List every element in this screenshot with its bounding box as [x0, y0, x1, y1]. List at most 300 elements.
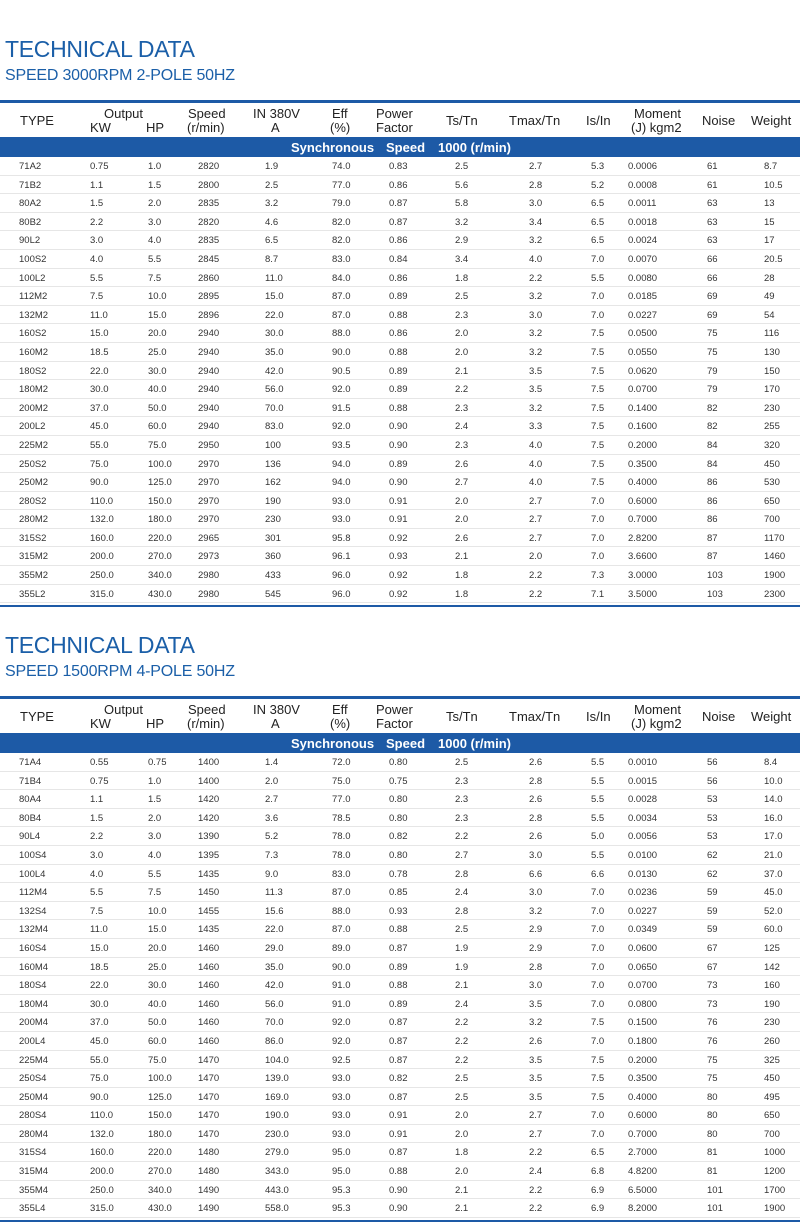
- cell-is-in: 7.5: [591, 365, 605, 377]
- cell-current: 35.0: [265, 346, 284, 358]
- table-row: [0, 790, 800, 809]
- cell-eff: 82.0: [332, 235, 351, 247]
- cell-moment: 0.0008: [628, 179, 658, 191]
- cell-type: 71B2: [19, 179, 42, 191]
- cell-kw: 1.5: [90, 198, 104, 210]
- cell-ts-tn: 2.2: [455, 1054, 469, 1066]
- cell-eff: 95.3: [332, 1184, 351, 1196]
- cell-moment: 0.3500: [628, 458, 658, 470]
- cell-ts-tn: 3.2: [455, 216, 469, 228]
- cell-current: 139.0: [265, 1073, 289, 1085]
- cell-kw: 15.0: [90, 942, 109, 954]
- cell-hp: 1.5: [148, 794, 162, 806]
- cell-noise: 75: [707, 1073, 718, 1085]
- cell-weight: 1000: [764, 1147, 786, 1159]
- cell-type: 280M2: [19, 514, 49, 526]
- cell-weight: 52.0: [764, 905, 783, 917]
- col-speed-unit: (r/min): [187, 716, 225, 731]
- cell-weight: 2300: [764, 588, 786, 600]
- cell-weight: 1170: [764, 532, 785, 544]
- col-eff-unit: (%): [330, 716, 351, 731]
- cell-current: 2.5: [265, 179, 279, 191]
- cell-eff: 95.8: [332, 532, 351, 544]
- cell-noise: 53: [707, 794, 718, 806]
- cell-is-in: 7.0: [591, 998, 605, 1010]
- cell-type: 160S4: [19, 942, 47, 954]
- cell-power-factor: 0.91: [389, 1128, 408, 1140]
- cell-kw: 160.0: [90, 532, 114, 544]
- cell-is-in: 6.9: [591, 1184, 605, 1196]
- cell-kw: 15.0: [90, 328, 109, 340]
- cell-ts-tn: 2.6: [455, 532, 469, 544]
- cell-current: 190: [265, 495, 281, 507]
- cell-kw: 0.55: [90, 757, 109, 768]
- cell-tmax-tn: 2.8: [529, 812, 543, 824]
- cell-moment: 0.4000: [628, 1091, 658, 1103]
- cell-kw: 90.0: [90, 477, 109, 489]
- table-row: [0, 157, 800, 176]
- cell-hp: 25.0: [148, 346, 167, 358]
- cell-power-factor: 0.87: [389, 1035, 408, 1047]
- cell-kw: 37.0: [90, 402, 109, 414]
- cell-noise: 84: [707, 458, 718, 470]
- cell-ts-tn: 2.3: [455, 812, 469, 824]
- cell-current: 70.0: [265, 402, 284, 414]
- cell-kw: 1.1: [90, 794, 104, 806]
- cell-weight: 1700: [764, 1184, 786, 1196]
- cell-noise: 61: [707, 161, 718, 172]
- cell-weight: 116: [764, 328, 780, 340]
- cell-power-factor: 0.87: [389, 1147, 408, 1159]
- cell-weight: 45.0: [764, 887, 783, 899]
- cell-type: 355L4: [19, 1203, 46, 1215]
- cell-hp: 20.0: [148, 328, 167, 340]
- cell-noise: 80: [707, 1110, 718, 1122]
- cell-tmax-tn: 3.2: [529, 346, 543, 358]
- cell-weight: 1200: [764, 1166, 786, 1178]
- cell-power-factor: 0.91: [389, 1110, 408, 1122]
- cell-is-in: 7.5: [591, 402, 605, 414]
- cell-ts-tn: 2.0: [455, 346, 469, 358]
- cell-moment: 0.0011: [628, 198, 657, 210]
- cell-kw: 4.0: [90, 253, 104, 265]
- cell-weight: 450: [764, 1073, 780, 1085]
- cell-type: 180S4: [19, 980, 47, 992]
- cell-weight: 15: [764, 216, 775, 228]
- cell-noise: 75: [707, 328, 718, 340]
- cell-kw: 110.0: [90, 1110, 114, 1122]
- cell-type: 90L4: [19, 831, 41, 843]
- table-row: [0, 883, 800, 902]
- cell-is-in: 7.5: [591, 1054, 605, 1066]
- table-row: [0, 399, 800, 418]
- cell-power-factor: 0.89: [389, 384, 408, 396]
- cell-type: 315M2: [19, 551, 49, 563]
- cell-kw: 55.0: [90, 1054, 109, 1066]
- cell-ts-tn: 2.5: [455, 924, 469, 936]
- cell-current: 11.3: [265, 887, 283, 899]
- cell-eff: 93.0: [332, 1110, 351, 1122]
- table-row: [0, 1181, 800, 1200]
- cell-moment: 0.0620: [628, 365, 658, 377]
- cell-noise: 76: [707, 1035, 718, 1047]
- cell-current: 56.0: [265, 998, 284, 1010]
- cell-noise: 62: [707, 849, 718, 861]
- cell-tmax-tn: 3.2: [529, 328, 543, 340]
- col-is-in: Is/In: [586, 709, 611, 724]
- cell-ts-tn: 2.4: [455, 421, 469, 433]
- cell-noise: 87: [707, 532, 718, 544]
- cell-speed: 2970: [198, 495, 220, 507]
- cell-tmax-tn: 3.5: [529, 1054, 543, 1066]
- cell-hp: 20.0: [148, 942, 167, 954]
- cell-speed: 1470: [198, 1110, 220, 1122]
- cell-speed: 2940: [198, 384, 220, 396]
- cell-is-in: 7.0: [591, 495, 605, 507]
- cell-current: 545: [265, 588, 281, 600]
- cell-is-in: 7.5: [591, 458, 605, 470]
- cell-is-in: 6.8: [591, 1166, 605, 1178]
- cell-weight: 320: [764, 439, 780, 451]
- cell-noise: 73: [707, 980, 718, 992]
- cell-current: 2.0: [265, 775, 279, 787]
- cell-is-in: 5.5: [591, 757, 605, 768]
- cell-eff: 93.0: [332, 1073, 351, 1085]
- table-row: [0, 492, 800, 511]
- cell-type: 100S4: [19, 849, 47, 861]
- cell-ts-tn: 2.2: [455, 1035, 469, 1047]
- cell-tmax-tn: 2.0: [529, 551, 543, 563]
- cell-ts-tn: 1.9: [455, 961, 469, 973]
- cell-ts-tn: 2.0: [455, 514, 469, 526]
- cell-tmax-tn: 3.5: [529, 384, 543, 396]
- cell-eff: 83.0: [332, 253, 351, 265]
- cell-type: 280M4: [19, 1128, 49, 1140]
- table-row: [0, 902, 800, 921]
- cell-noise: 80: [707, 1091, 718, 1103]
- cell-current: 558.0: [265, 1203, 289, 1215]
- cell-noise: 67: [707, 942, 718, 954]
- cell-tmax-tn: 2.4: [529, 1166, 543, 1178]
- cell-current: 35.0: [265, 961, 284, 973]
- cell-current: 86.0: [265, 1035, 284, 1047]
- cell-speed: 1480: [198, 1147, 220, 1159]
- cell-weight: 1460: [764, 551, 786, 563]
- cell-ts-tn: 2.4: [455, 887, 469, 899]
- cell-eff: 92.0: [332, 1017, 351, 1029]
- cell-noise: 84: [707, 439, 718, 451]
- cell-moment: 0.0018: [628, 216, 658, 228]
- cell-weight: 28: [764, 272, 775, 284]
- cell-noise: 80: [707, 1128, 718, 1140]
- cell-kw: 250.0: [90, 570, 114, 582]
- cell-noise: 101: [707, 1184, 723, 1196]
- cell-hp: 60.0: [148, 1035, 167, 1047]
- cell-weight: 170: [764, 384, 780, 396]
- sync-speed-value: 1000 (r/min): [438, 140, 511, 155]
- cell-moment: 0.6000: [628, 495, 658, 507]
- cell-speed: 1460: [198, 1017, 220, 1029]
- cell-hp: 15.0: [148, 924, 167, 936]
- cell-ts-tn: 1.8: [455, 1147, 469, 1159]
- cell-moment: 0.0034: [628, 812, 658, 824]
- cell-current: 4.6: [265, 216, 279, 228]
- cell-noise: 81: [707, 1147, 718, 1159]
- cell-kw: 3.0: [90, 849, 104, 861]
- cell-is-in: 6.5: [591, 198, 605, 210]
- cell-eff: 92.0: [332, 384, 351, 396]
- cell-kw: 1.5: [90, 812, 104, 824]
- table-row: [0, 547, 800, 566]
- cell-kw: 22.0: [90, 365, 109, 377]
- data-table: [0, 696, 800, 1222]
- cell-weight: 14.0: [764, 794, 783, 806]
- table-row: [0, 865, 800, 884]
- cell-power-factor: 0.91: [389, 514, 408, 526]
- cell-type: 160S2: [19, 328, 47, 340]
- cell-is-in: 7.0: [591, 980, 605, 992]
- cell-type: 90L2: [19, 235, 41, 247]
- cell-tmax-tn: 2.6: [529, 757, 543, 768]
- cell-is-in: 7.0: [591, 1110, 605, 1122]
- cell-hp: 220.0: [148, 532, 172, 544]
- cell-ts-tn: 2.1: [455, 1184, 469, 1196]
- cell-tmax-tn: 2.7: [529, 1128, 543, 1140]
- cell-eff: 75.0: [332, 775, 351, 787]
- cell-ts-tn: 2.7: [455, 849, 469, 861]
- cell-is-in: 5.5: [591, 794, 605, 806]
- cell-speed: 1450: [198, 887, 220, 899]
- cell-current: 22.0: [265, 309, 284, 321]
- cell-moment: 0.0700: [628, 384, 658, 396]
- cell-power-factor: 0.80: [389, 812, 408, 824]
- cell-noise: 79: [707, 384, 718, 396]
- table-row: [0, 1125, 800, 1144]
- cell-noise: 61: [707, 179, 718, 191]
- cell-hp: 50.0: [148, 402, 167, 414]
- cell-eff: 91.0: [332, 980, 351, 992]
- cell-speed: 1470: [198, 1073, 220, 1085]
- cell-eff: 74.0: [332, 161, 351, 172]
- table-row: [0, 529, 800, 548]
- cell-tmax-tn: 3.0: [529, 309, 543, 321]
- cell-speed: 1420: [198, 812, 220, 824]
- cell-tmax-tn: 4.0: [529, 477, 543, 489]
- cell-type: 355M4: [19, 1184, 49, 1196]
- cell-tmax-tn: 4.0: [529, 253, 543, 265]
- cell-power-factor: 0.87: [389, 216, 408, 228]
- cell-eff: 96.1: [332, 551, 351, 563]
- cell-speed: 2940: [198, 421, 220, 433]
- cell-tmax-tn: 2.7: [529, 532, 543, 544]
- cell-ts-tn: 2.5: [455, 291, 469, 303]
- cell-hp: 340.0: [148, 1184, 172, 1196]
- cell-ts-tn: 5.8: [455, 198, 469, 210]
- cell-noise: 56: [707, 775, 718, 787]
- cell-is-in: 6.5: [591, 1147, 605, 1159]
- cell-hp: 125.0: [148, 1091, 172, 1103]
- cell-speed: 2820: [198, 161, 220, 172]
- cell-tmax-tn: 2.6: [529, 794, 543, 806]
- cell-tmax-tn: 3.5: [529, 1091, 543, 1103]
- cell-eff: 93.0: [332, 1128, 351, 1140]
- cell-moment: 0.0024: [628, 235, 658, 247]
- cell-is-in: 6.6: [591, 868, 605, 880]
- cell-power-factor: 0.88: [389, 980, 408, 992]
- cell-weight: 530: [764, 477, 780, 489]
- sync-speed-label: Speed: [386, 736, 426, 751]
- cell-moment: 0.0100: [628, 849, 658, 861]
- cell-tmax-tn: 2.2: [529, 1184, 543, 1196]
- cell-moment: 0.0080: [628, 272, 658, 284]
- table-row: [0, 809, 800, 828]
- cell-current: 5.2: [265, 831, 279, 843]
- cell-tmax-tn: 6.6: [529, 868, 543, 880]
- cell-type: 200M2: [19, 402, 49, 414]
- cell-noise: 73: [707, 998, 718, 1010]
- cell-weight: 700: [764, 1128, 780, 1140]
- cell-is-in: 7.0: [591, 942, 605, 954]
- table-body: [0, 753, 800, 1218]
- col-hp: HP: [146, 120, 165, 135]
- cell-current: 162: [265, 477, 281, 489]
- cell-weight: 16.0: [764, 812, 783, 824]
- cell-is-in: 7.0: [591, 1128, 605, 1140]
- cell-moment: 6.5000: [628, 1184, 658, 1196]
- cell-eff: 90.0: [332, 961, 351, 973]
- cell-hp: 10.0: [148, 291, 167, 303]
- cell-tmax-tn: 3.0: [529, 198, 543, 210]
- cell-eff: 72.0: [332, 757, 351, 768]
- cell-is-in: 7.0: [591, 551, 605, 563]
- cell-speed: 1470: [198, 1091, 220, 1103]
- cell-moment: 0.1400: [628, 402, 658, 414]
- cell-power-factor: 0.88: [389, 924, 408, 936]
- cell-moment: 0.6000: [628, 1110, 658, 1122]
- col-kw: KW: [90, 716, 111, 731]
- cell-moment: 4.8200: [628, 1166, 658, 1178]
- cell-hp: 220.0: [148, 1147, 172, 1159]
- cell-hp: 10.0: [148, 905, 167, 917]
- cell-eff: 87.0: [332, 924, 351, 936]
- col-speed-unit: (r/min): [187, 120, 225, 135]
- cell-is-in: 5.3: [591, 161, 605, 172]
- cell-hp: 7.5: [148, 887, 162, 899]
- cell-current: 360: [265, 551, 281, 563]
- cell-ts-tn: 2.8: [455, 868, 469, 880]
- cell-hp: 4.0: [148, 235, 162, 247]
- table-row: [0, 287, 800, 306]
- cell-power-factor: 0.90: [389, 1184, 408, 1196]
- cell-noise: 101: [707, 1203, 723, 1215]
- cell-power-factor: 0.87: [389, 198, 408, 210]
- col-kw: KW: [90, 120, 111, 135]
- cell-kw: 7.5: [90, 291, 104, 303]
- col-weight: Weight: [751, 709, 792, 724]
- cell-kw: 90.0: [90, 1091, 109, 1103]
- cell-is-in: 7.5: [591, 439, 605, 451]
- cell-moment: 0.0028: [628, 794, 658, 806]
- cell-noise: 69: [707, 291, 718, 303]
- cell-type: 71A4: [19, 757, 42, 768]
- table-row: [0, 1162, 800, 1181]
- table-row: [0, 176, 800, 195]
- cell-speed: 2940: [198, 402, 220, 414]
- cell-power-factor: 0.87: [389, 942, 408, 954]
- cell-moment: 8.2000: [628, 1203, 658, 1215]
- cell-speed: 1490: [198, 1203, 220, 1215]
- cell-eff: 94.0: [332, 458, 351, 470]
- table-row: [0, 417, 800, 436]
- cell-is-in: 5.5: [591, 775, 605, 787]
- col-current-unit: A: [271, 716, 280, 731]
- cell-type: 200L2: [19, 421, 46, 433]
- cell-eff: 78.0: [332, 849, 351, 861]
- cell-hp: 3.0: [148, 831, 162, 843]
- cell-hp: 30.0: [148, 365, 167, 377]
- cell-kw: 132.0: [90, 514, 114, 526]
- table-body: [0, 157, 800, 603]
- sync-speed-label: Speed: [386, 140, 426, 155]
- cell-current: 301: [265, 532, 281, 544]
- cell-speed: 2835: [198, 198, 220, 210]
- cell-eff: 88.0: [332, 328, 351, 340]
- cell-ts-tn: 2.8: [455, 905, 469, 917]
- cell-tmax-tn: 3.3: [529, 421, 543, 433]
- cell-power-factor: 0.80: [389, 757, 408, 768]
- cell-ts-tn: 2.0: [455, 495, 469, 507]
- cell-power-factor: 0.78: [389, 868, 408, 880]
- section-title: TECHNICAL DATA: [5, 632, 195, 658]
- cell-tmax-tn: 2.8: [529, 179, 543, 191]
- cell-power-factor: 0.88: [389, 346, 408, 358]
- cell-noise: 66: [707, 272, 718, 284]
- cell-current: 104.0: [265, 1054, 289, 1066]
- cell-moment: 0.1600: [628, 421, 658, 433]
- cell-noise: 75: [707, 1054, 718, 1066]
- col-power-factor-2: Factor: [376, 716, 413, 731]
- cell-tmax-tn: 2.9: [529, 942, 543, 954]
- col-ts-tn: Ts/Tn: [446, 113, 478, 128]
- cell-weight: 650: [764, 495, 780, 507]
- cell-hp: 50.0: [148, 1017, 167, 1029]
- cell-speed: 1470: [198, 1128, 220, 1140]
- cell-power-factor: 0.87: [389, 1091, 408, 1103]
- cell-hp: 430.0: [148, 588, 172, 600]
- table-row: [0, 231, 800, 250]
- cell-type: 160M4: [19, 961, 49, 973]
- cell-eff: 93.0: [332, 514, 351, 526]
- table-row: [0, 1069, 800, 1088]
- cell-moment: 2.7000: [628, 1147, 658, 1159]
- cell-eff: 96.0: [332, 588, 351, 600]
- cell-kw: 315.0: [90, 1203, 114, 1215]
- cell-power-factor: 0.92: [389, 588, 408, 600]
- cell-eff: 91.0: [332, 998, 351, 1010]
- cell-kw: 45.0: [90, 1035, 109, 1047]
- cell-noise: 103: [707, 588, 723, 600]
- cell-speed: 2970: [198, 477, 220, 489]
- cell-weight: 150: [764, 365, 780, 377]
- cell-current: 6.5: [265, 235, 279, 247]
- cell-kw: 75.0: [90, 1073, 109, 1085]
- cell-moment: 0.0006: [628, 161, 658, 172]
- cell-tmax-tn: 3.4: [529, 216, 543, 228]
- cell-is-in: 7.5: [591, 1073, 605, 1085]
- cell-type: 355M2: [19, 570, 49, 582]
- cell-speed: 2835: [198, 235, 220, 247]
- cell-ts-tn: 2.3: [455, 439, 469, 451]
